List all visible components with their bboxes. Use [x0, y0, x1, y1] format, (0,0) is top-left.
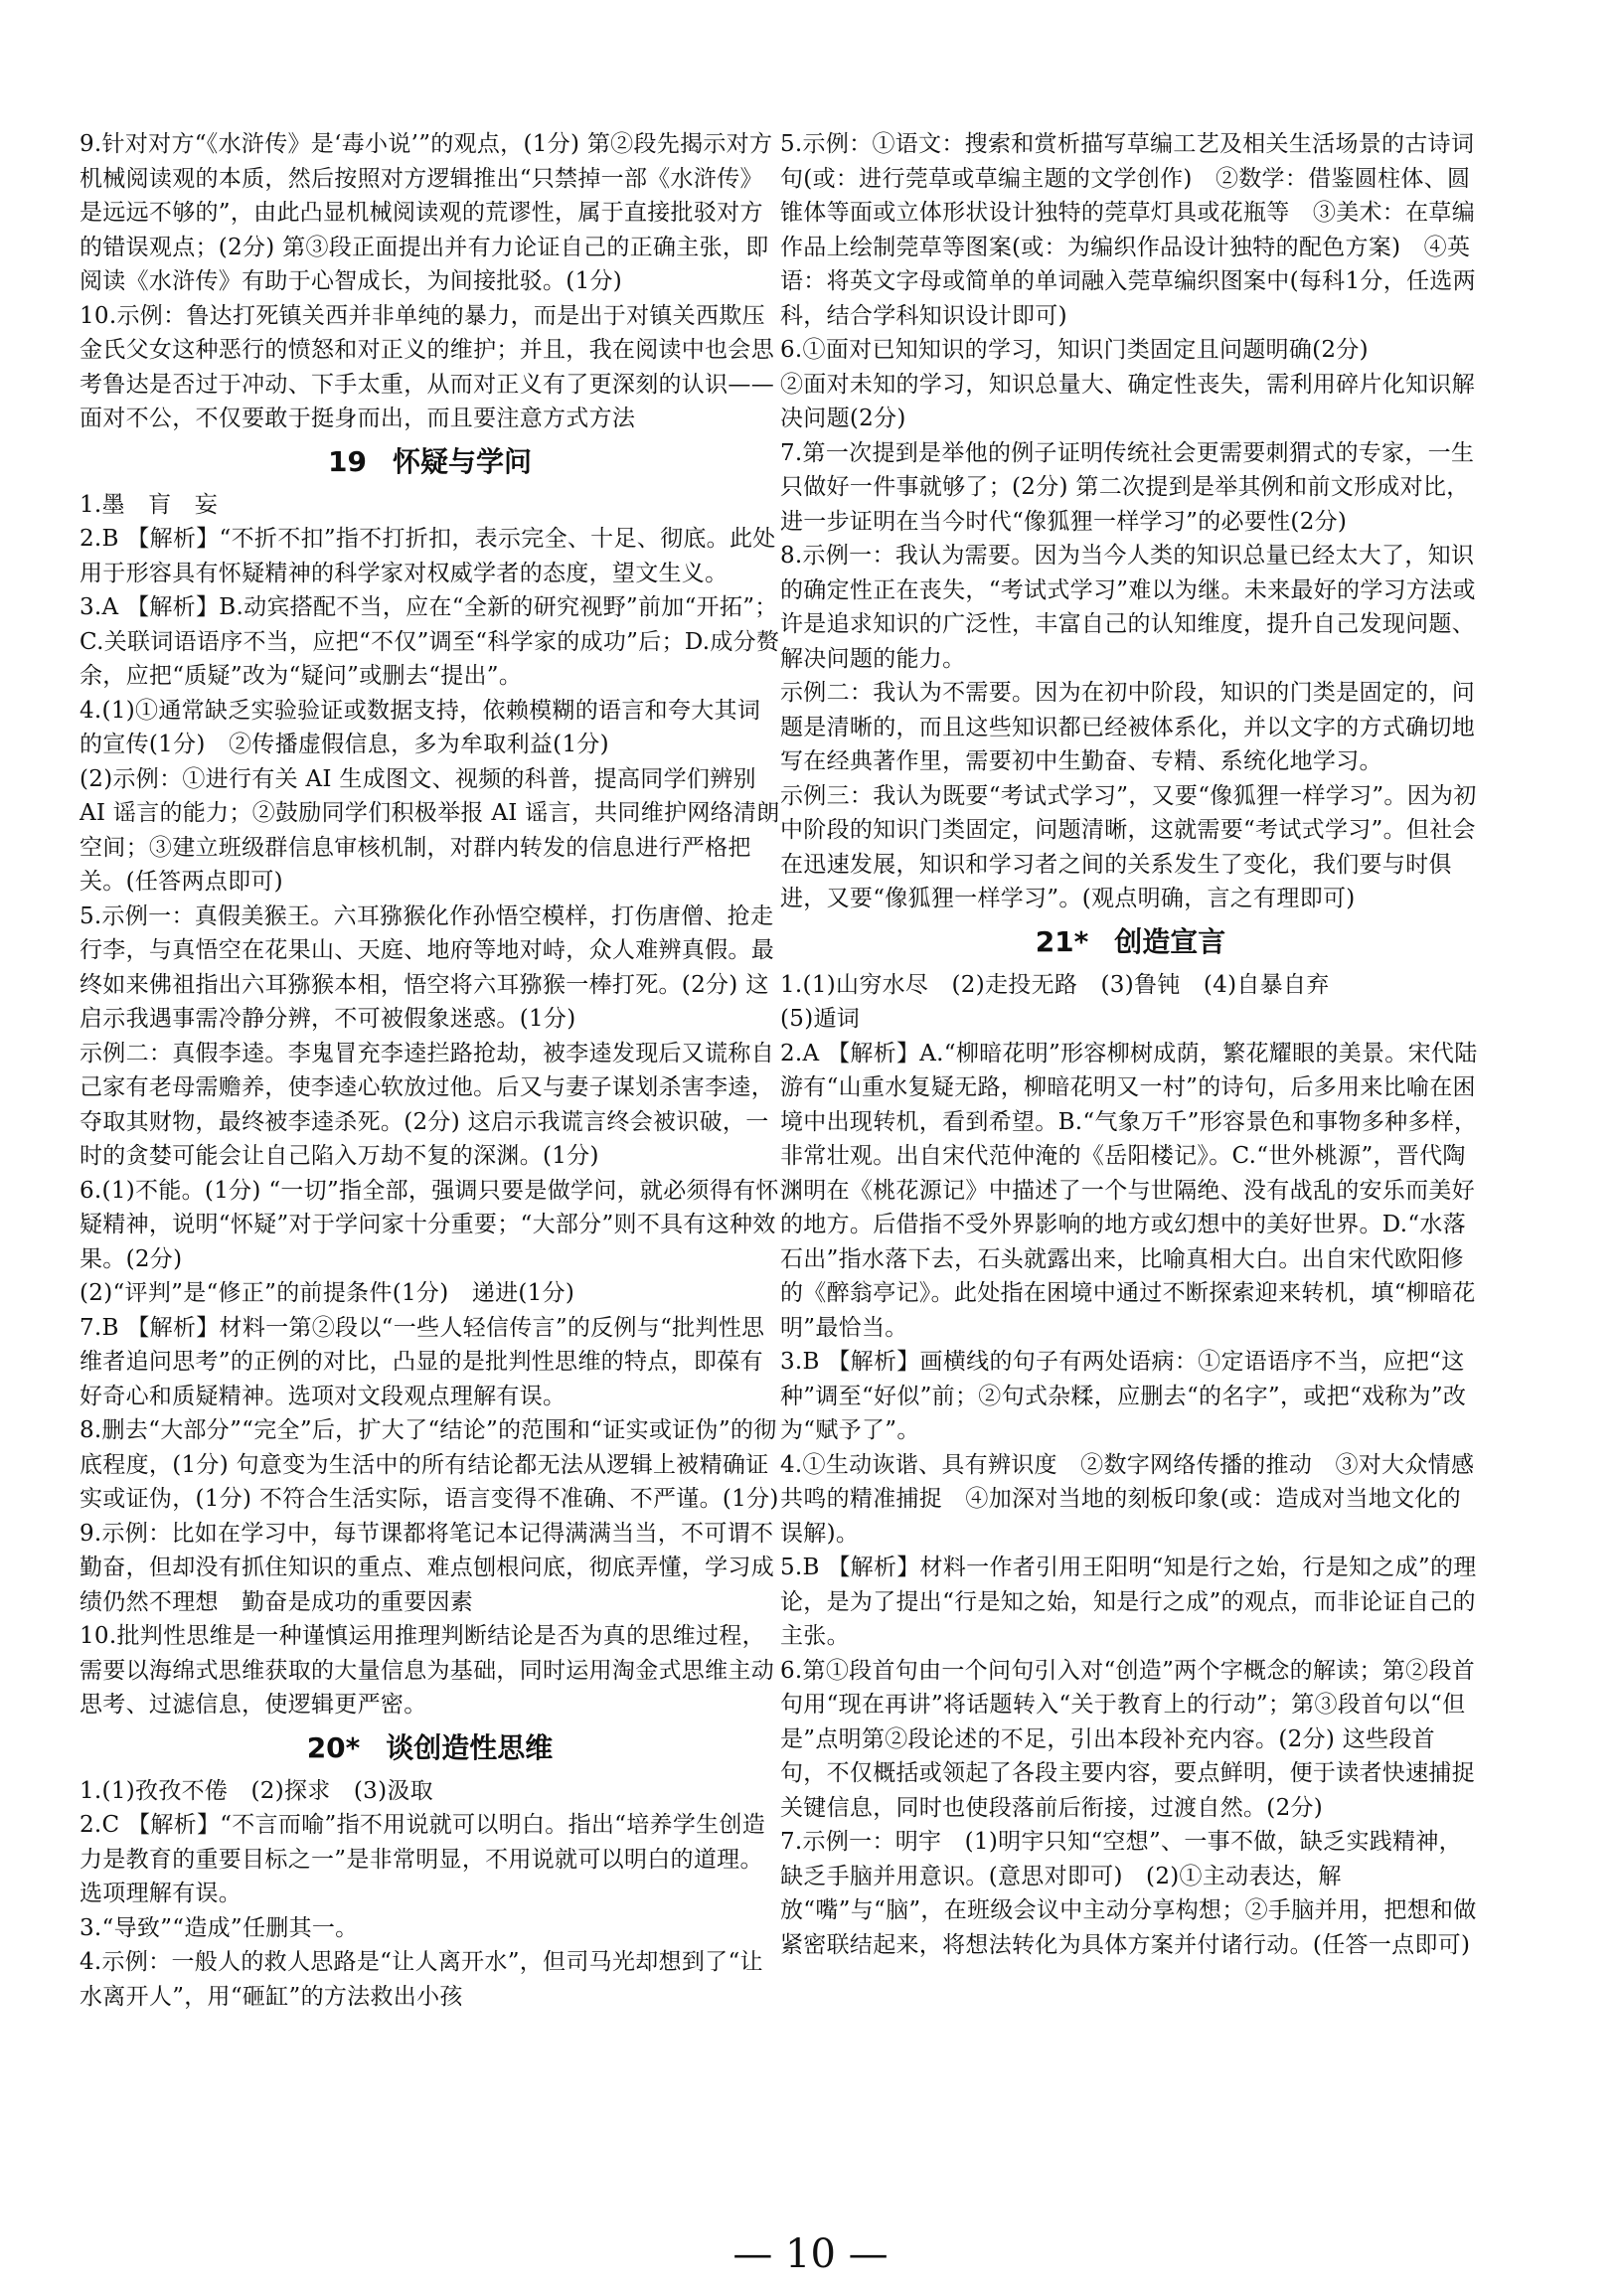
answer-item: 8.示例一：我认为需要。因为当今人类的知识总量已经太大了，知识的确定性正在丧失，“考试式学习”难以为继。未来最好的学习方法或许是追求知识的广泛性，丰富自己的认知维度，提升自己发现问题、解决问题的能力。 示例二：我认为不需要。因为在初中阶段，知识的门类是固定的，问题是清晰的，而且这些知识都已经被体系化，并以文字的方式确切地写在经典著作里，需要初中生勤奋、专精、系统化地学习。 示例三：我认为既要“考试式学习”，又要“像狐狸一样学习”。因为初中阶段的知识门类固定，问题清晰，这就需要“考试式学习”。但社会在迅速发展，知识和学习者之间的关系发生了变化，我们要与时俱进，又要“像狐狸一样学习”。(观点明确，言之有理即可) [780, 543, 1477, 911]
answer-item: 7.B 【解析】材料一第②段以“一些人轻信传言”的反例与“批判性思维者追问思考”的正例的对比，凸显的是批判性思维的特点，即葆有好奇心和质疑精神。选项对文段观点理解有误。 [80, 1314, 765, 1409]
section-title [80, 436, 780, 488]
answer-item: 1.(1)孜孜不倦 (2)探求 (3)汲取 [80, 1777, 433, 1804]
answer-item: 6.(1)不能。(1分) “一切”指全部，强调只要是做学问，就必须得有怀疑精神，说明“怀疑”对于学问家十分重要；“大部分”则不具有这种效果。(2分) (2)“评判”是“修正”的前提条件(1分) 递进(1分) [80, 1177, 779, 1306]
answer-item: 4.①生动诙谐、具有辨识度 ②数字网络传播的推动 ③对大众情感共鸣的精准捕捉 ④加深对当地的刻板印象(或：造成对当地文化的误解)。 [780, 1451, 1475, 1547]
answer-item: 4.(1)①通常缺乏实验验证或数据支持，依赖模糊的语言和夸大其词的宣传(1分) ②传播虚假信息，多为牟取利益(1分) (2)示例：①进行有关 AI 生成图文、视频的科普，提高同学们辨别 AI 谣言的能力；②鼓励同学们积极举报 AI 谣言，共同维护网络清朗空间；③建立班级群信息审核机制，对群内转发的信息进行严格把关。(任答两点即可) [80, 697, 780, 895]
section-heading: 谈创造性思维 [386, 1730, 554, 1764]
right-column [780, 127, 1481, 1962]
answer-item: 4.示例：一般人的救人思路是“让人离开水”，但司马光却想到了“让水离开人”，用“砸缸”的方法救出小孩 [80, 1949, 763, 2010]
answer-item: 6.①面对已知知识的学习，知识门类固定且问题明确(2分) ②面对未知的学习，知识总量大、确定性丧失，需利用碎片化知识解决问题(2分) [780, 337, 1475, 431]
section-heading: 怀疑与学问 [392, 444, 532, 478]
answer-item: 9.示例：比如在学习中，每节课都将笔记本记得满满当当，不可谓不勤奋，但却没有抓住知识的重点、难点刨根问底，彻底弄懂，学习成绩仍然不理想 勤奋是成功的重要因素 [80, 1520, 774, 1615]
section-heading: 创造宣言 [1114, 924, 1226, 958]
answer-item: 5.B 【解析】材料一作者引用王阳明“知是行之始，行是知之成”的理论，是为了提出“行是知之始，知是行之成”的观点，而非论证自己的主张。 [780, 1555, 1477, 1649]
answer-item: 7.示例一：明宇 (1)明宇只知“空想”、一事不做，缺乏实践精神，缺乏手脑并用意识。(意思对即可) (2)①主动表达，解放“嘴”与“脑”，在班级会议中主动分享构想；②手脑并用，把想和做紧密联结起来，将想法转化为具体方案并付诸行动。(任答一点即可) [780, 1829, 1477, 1958]
answer-item: 2.A 【解析】A.“柳暗花明”形容柳树成荫，繁花耀眼的美景。宋代陆游有“山重水复疑无路，柳暗花明又一村”的诗句，后多用来比喻在困境中出现转机，看到希望。B.“气象万千”形容景色和事物多种多样，非常壮观。出自宋代范仲淹的《岳阳楼记》。C.“世外桃源”，晋代陶渊明在《桃花源记》中描述了一个与世隔绝、没有战乱的安乐而美好的地方。后借指不受外界影响的地方或幻想中的美好世界。D.“水落石出”指水落下去，石头就露出来，比喻真相大白。出自宋代欧阳修的《醉翁亭记》。此处指在困境中通过不断探索迎来转机，填“柳暗花明”最恰当。 [780, 1040, 1478, 1341]
answer-item: 2.B 【解析】“不折不扣”指不打折扣，表示完全、十足、彻底。此处用于形容具有怀疑精神的科学家对权威学者的态度，望文生义。 [80, 526, 776, 586]
answer-item: 7.第一次提到是举他的例子证明传统社会更需要刺猬式的专家，一生只做好一件事就够了；(2分) 第二次提到是举其例和前文形成对比，进一步证明在当今时代“像狐狸一样学习”的必要性(2分) [780, 439, 1475, 535]
answer-item: 3.“导致”“造成”任删其一。 [80, 1914, 359, 1941]
answer-item: 6.第①段首句由一个问句引入对“创造”两个字概念的解读；第②段首句用“现在再讲”将话题转入“关于教育上的行动”；第③段首句以“但是”点明第②段论述的不足，引出本段补充内容。(2分) 这些段首句，不仅概括或领起了各段主要内容，要点鲜明，便于读者快速捕捉关键信息，同时也使段落前后衔接，过渡自然。(2分) [780, 1657, 1476, 1821]
section-title [780, 916, 1481, 968]
answer-item: 8.删去“大部分”“完全”后，扩大了“结论”的范围和“证实或证伪”的彻底程度，(1分) 句意变为生活中的所有结论都无法从逻辑上被精确证实或证伪，(1分) 不符合生活实际，语言变得不准确、不严谨。(1分) [80, 1417, 779, 1512]
left-column [80, 127, 780, 2014]
answer-item: 5.示例：①语文：搜索和赏析描写草编工艺及相关生活场景的古诗词句(或：进行莞草或草编主题的文学创作) ②数学：借鉴圆柱体、圆锥体等面或立体形状设计独特的莞草灯具或花瓶等 ③美术：在草编作品上绘制莞草等图案(或：为编织作品设计独特的配色方案) ④英语：将英文字母或简单的单词融入莞草编织图案中(每科1分，任选两科，结合学科知识设计即可) [780, 131, 1476, 329]
page-number: — 10 — [732, 2231, 889, 2277]
answer-item: 1.墨 肓 妄 [80, 491, 219, 518]
answer-item: 5.示例一：真假美猴王。六耳猕猴化作孙悟空模样，打伤唐僧、抢走行李，与真悟空在花果山、天庭、地府等地对峙，众人难辨真假。最终如来佛祖指出六耳猕猴本相，悟空将六耳猕猴一棒打死。(2分) 这启示我遇事需冷静分辨，不可被假象迷惑。(1分) 示例二：真假李逵。李鬼冒充李逵拦路抢劫，被李逵发现后又谎称自己家有老母需赡养，使李逵心软放过他。后又与妻子谋划杀害李逵，夺取其财物，最终被李逵杀死。(2分) 这启示我谎言终会被识破，一时的贪婪可能会让自己陷入万劫不复的深渊。(1分) [80, 902, 774, 1169]
answer-item: 3.A 【解析】B.动宾搭配不当，应在“全新的研究视野”前加“开拓”；C.关联词语语序不当，应把“不仅”调至“科学家的成功”后；D.成分赘余，应把“质疑”改为“疑问”或删去“提出”。 [80, 594, 780, 689]
section-title [80, 1722, 780, 1774]
answer-item: 2.C 【解析】“不言而喻”指不用说就可以明白。指出“培养学生创造力是教育的重要目标之一”是非常明显，不用说就可以明白的道理。选项理解有误。 [80, 1812, 766, 1906]
section-number: 21* [1035, 924, 1089, 958]
answer-item: 10.示例：鲁达打死镇关西并非单纯的暴力，而是出于对镇关西欺压金氏父女这种恶行的愤怒和对正义的维护；并且，我在阅读中也会思考鲁达是否过于冲动、下手太重，从而对正义有了更深刻的认识——面对不公，不仅要敢于挺身而出，而且要注意方式方法 [80, 302, 774, 431]
answer-item: 3.B 【解析】画横线的句子有两处语病：①定语语序不当，应把“这种”调至“好似”前；②句式杂糅，应删去“的名字”，或把“戏称为”改为“赋予了”。 [780, 1349, 1467, 1443]
answer-item: 9.针对对方“《水浒传》是‘毒小说’”的观点，(1分) 第②段先揭示对方机械阅读观的本质，然后按照对方逻辑推出“只禁掉一部《水浒传》是远远不够的”，由此凸显机械阅读观的荒谬性，属于直接批驳对方的错误观点；(2分) 第③段正面提出并有力论证自己的正确主张，即阅读《水浒传》有助于心智成长，为间接批驳。(1分) [80, 131, 773, 294]
section-number: 19 [328, 444, 367, 478]
answer-item: 1.(1)山穷水尽 (2)走投无路 (3)鲁钝 (4)自暴自弃 (5)遁词 [780, 971, 1330, 1032]
section-number: 20* [306, 1730, 361, 1764]
answer-item: 10.批判性思维是一种谨慎运用推理判断结论是否为真的思维过程，需要以海绵式思维获取的大量信息为基础，同时运用淘金式思维主动思考、过滤信息，使逻辑更严密。 [80, 1623, 774, 1718]
